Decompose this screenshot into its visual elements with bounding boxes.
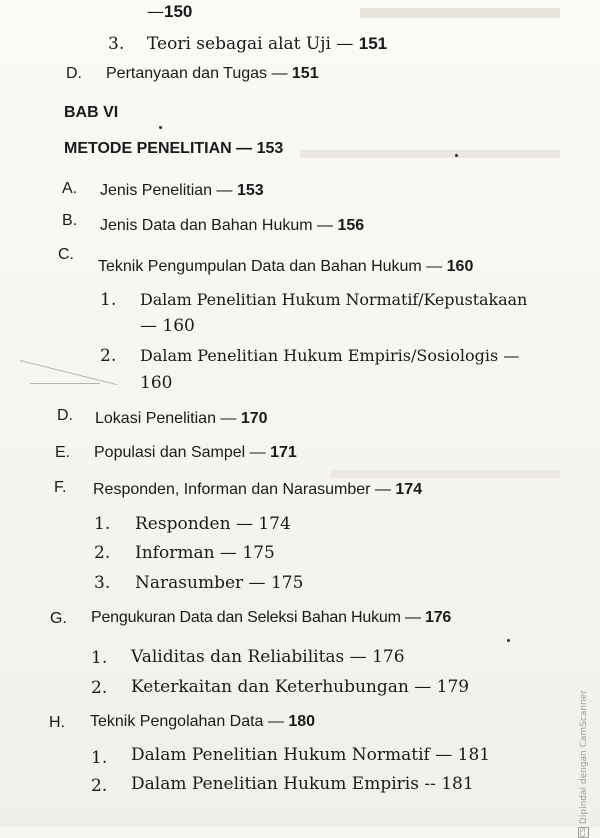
- toc-subitem-g2[interactable]: Keterkaitan dan Keterhubungan — 179: [131, 677, 470, 697]
- toc-subitem-f1[interactable]: Responden — 174: [135, 514, 291, 534]
- toc-section-letter: C.: [58, 246, 74, 263]
- toc-item-number: 1.: [100, 290, 117, 310]
- dust-speck: [507, 639, 510, 642]
- toc-section-letter: B.: [62, 212, 78, 229]
- toc-section-letter: H.: [49, 714, 65, 731]
- toc-item-number: 2.: [91, 776, 108, 796]
- toc-section-d-lokasi[interactable]: Lokasi Penelitian — 170: [95, 410, 268, 427]
- toc-subitem-h2[interactable]: Dalam Penelitian Hukum Empiris -- 181: [131, 774, 474, 794]
- toc-subitem-c1-page: — 160: [140, 316, 195, 336]
- toc-item-number: 1.: [91, 648, 108, 668]
- toc-item-number: 1.: [94, 514, 111, 534]
- toc-section-letter: A.: [62, 180, 78, 197]
- bleed-through: [300, 150, 560, 158]
- toc-section-letter: E.: [55, 444, 71, 461]
- toc-subitem-c2[interactable]: Dalam Penelitian Hukum Empiris/Sosiologis —: [140, 346, 520, 365]
- toc-subitem-c2-page: 160: [140, 373, 173, 393]
- toc-section-letter: D.: [66, 65, 82, 82]
- toc-section-letter: G.: [50, 610, 67, 627]
- toc-section-f[interactable]: Responden, Informan dan Narasumber — 174: [93, 481, 423, 498]
- toc-item-number: 2.: [100, 346, 117, 366]
- toc-item-number: 3.: [108, 34, 125, 54]
- chapter-label: BAB VI: [64, 104, 119, 121]
- toc-item-number: 3.: [94, 573, 111, 593]
- toc-section-e[interactable]: Populasi dan Sampel — 171: [94, 444, 297, 461]
- toc-continuation: —150: [147, 2, 193, 22]
- toc-section-letter: F.: [54, 479, 67, 496]
- camscanner-icon: CS: [579, 827, 587, 838]
- toc-item-number: 2.: [94, 543, 111, 563]
- toc-subitem-g1[interactable]: Validitas dan Reliabilitas — 176: [131, 647, 405, 667]
- toc-section-b[interactable]: Jenis Data dan Bahan Hukum — 156: [100, 217, 365, 234]
- toc-section-a[interactable]: Jenis Penelitian — 153: [100, 182, 264, 199]
- toc-section-c[interactable]: Teknik Pengumpulan Data dan Bahan Hukum — 160: [98, 258, 474, 275]
- toc-item-3[interactable]: Teori sebagai alat Uji — 151: [147, 34, 388, 54]
- toc-section-g[interactable]: Pengukuran Data dan Seleksi Bahan Hukum — 176: [91, 609, 452, 626]
- chapter-title[interactable]: METODE PENELITIAN — 153: [64, 140, 284, 157]
- toc-subitem-c1[interactable]: Dalam Penelitian Hukum Normatif/Kepustakaan: [140, 290, 528, 309]
- toc-section-letter: D.: [57, 407, 73, 424]
- toc-section-d-tugas[interactable]: Pertanyaan dan Tugas — 151: [106, 65, 319, 82]
- bleed-through: [360, 8, 560, 18]
- scan-scratch: [30, 383, 100, 384]
- toc-subitem-f2[interactable]: Informan — 175: [135, 543, 275, 563]
- dust-speck: [159, 126, 162, 129]
- toc-subitem-f3[interactable]: Narasumber — 175: [135, 573, 304, 593]
- bleed-through: [330, 470, 560, 478]
- toc-section-h[interactable]: Teknik Pengolahan Data — 180: [90, 713, 316, 730]
- toc-item-number: 2.: [91, 678, 108, 698]
- toc-subitem-h1[interactable]: Dalam Penelitian Hukum Normatif — 181: [131, 745, 491, 765]
- toc-item-number: 1.: [91, 748, 108, 768]
- dust-speck: [455, 154, 458, 157]
- scanner-watermark: CSDipindai dengan CamScanner: [579, 690, 589, 838]
